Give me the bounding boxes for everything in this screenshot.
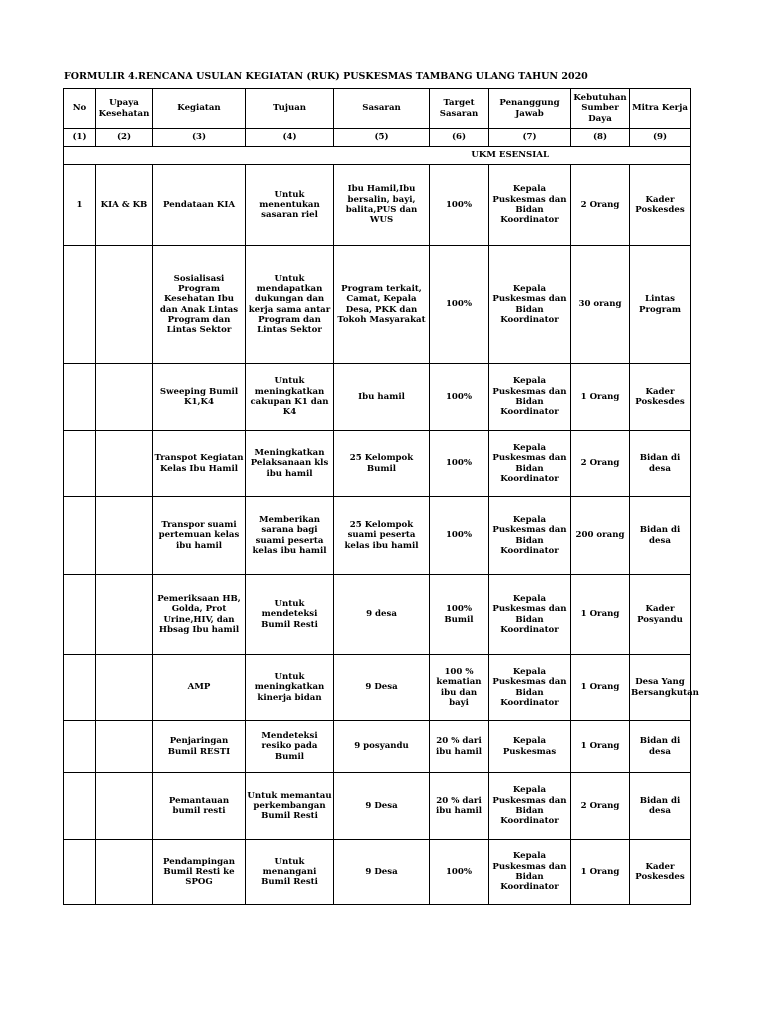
cell-mitra-kerja: Bidan di desa — [630, 497, 691, 575]
cell-tujuan: Untuk mendapatkan dukungan dan kerja sama antar Program dan Lintas Sektor — [246, 246, 334, 364]
cell-sasaran: Ibu hamil — [334, 364, 430, 431]
table-row — [64, 246, 691, 364]
cell-mitra-kerja: Bidan di desa — [630, 721, 691, 773]
header-cell: Mitra Kerja — [630, 89, 691, 129]
cell-kegiatan: Pendataan KIA — [153, 165, 246, 246]
header-cell: Kegiatan — [153, 89, 246, 129]
cell-tujuan: Untuk meningkatkan kinerja bidan — [246, 655, 334, 721]
cell-mitra-kerja: Kader Poskesdes — [630, 364, 691, 431]
cell-sasaran: 9 Desa — [334, 655, 430, 721]
cell-upaya-kesehatan — [96, 721, 153, 773]
cell-penanggung-jawab: Kepala Puskesmas — [489, 721, 571, 773]
header-number-cell: (2) — [96, 129, 153, 147]
header-row — [64, 89, 691, 129]
cell-target-sasaran: 100% — [430, 431, 489, 497]
cell-no: 1 — [64, 165, 96, 246]
table-row — [64, 165, 691, 246]
cell-sasaran: 25 Kelompok suami peserta kelas ibu hamil — [334, 497, 430, 575]
cell-penanggung-jawab: Kepala Puskesmas dan Bidan Koordinator — [489, 655, 571, 721]
cell-no — [64, 655, 96, 721]
cell-kebutuhan-sumber-daya: 2 Orang — [571, 773, 630, 840]
cell-upaya-kesehatan — [96, 364, 153, 431]
cell-no — [64, 497, 96, 575]
cell-tujuan: Untuk memantau perkembangan Bumil Resti — [246, 773, 334, 840]
cell-kegiatan: Pemeriksaan HB, Golda, Prot Urine,HIV, dan Hbsag Ibu hamil — [153, 575, 246, 655]
cell-kebutuhan-sumber-daya: 30 orang — [571, 246, 630, 364]
cell-target-sasaran: 20 % dari ibu hamil — [430, 721, 489, 773]
section-row — [64, 147, 691, 165]
cell-penanggung-jawab: Kepala Puskesmas dan Bidan Koordinator — [489, 575, 571, 655]
cell-tujuan: Untuk mendeteksi Bumil Resti — [246, 575, 334, 655]
header-cell: Target Sasaran — [430, 89, 489, 129]
cell-mitra-kerja: Bidan di desa — [630, 773, 691, 840]
cell-tujuan: Untuk menangani Bumil Resti — [246, 840, 334, 905]
cell-no — [64, 721, 96, 773]
cell-kegiatan: Pendampingan Bumil Resti ke SPOG — [153, 840, 246, 905]
cell-target-sasaran: 100% — [430, 246, 489, 364]
cell-tujuan: Untuk menentukan sasaran riel — [246, 165, 334, 246]
section-label: UKM ESENSIAL — [471, 150, 549, 161]
header-cell: No — [64, 89, 96, 129]
table-row — [64, 655, 691, 721]
cell-penanggung-jawab: Kepala Puskesmas dan Bidan Koordinator — [489, 431, 571, 497]
header-number-cell: (4) — [246, 129, 334, 147]
cell-kebutuhan-sumber-daya: 1 Orang — [571, 655, 630, 721]
cell-kebutuhan-sumber-daya: 2 Orang — [571, 165, 630, 246]
cell-kebutuhan-sumber-daya: 1 Orang — [571, 721, 630, 773]
cell-target-sasaran: 100% — [430, 497, 489, 575]
table-row — [64, 497, 691, 575]
header-number-cell: (6) — [430, 129, 489, 147]
cell-target-sasaran: 100% — [430, 165, 489, 246]
cell-kegiatan: Sosialisasi Program Kesehatan Ibu dan Anak Lintas Program dan Lintas Sektor — [153, 246, 246, 364]
cell-no — [64, 773, 96, 840]
cell-mitra-kerja: Kader Posyandu — [630, 575, 691, 655]
cell-tujuan: Mendeteksi resiko pada Bumil — [246, 721, 334, 773]
header-number-cell: (3) — [153, 129, 246, 147]
table-row — [64, 773, 691, 840]
cell-upaya-kesehatan: KIA & KB — [96, 165, 153, 246]
cell-sasaran: Ibu Hamil,Ibu bersalin, bayi, balita,PUS dan WUS — [334, 165, 430, 246]
cell-kegiatan: Sweeping Bumil K1,K4 — [153, 364, 246, 431]
cell-mitra-kerja: Lintas Program — [630, 246, 691, 364]
cell-sasaran: 9 Desa — [334, 773, 430, 840]
header-cell: Penanggung Jawab — [489, 89, 571, 129]
header-number-cell: (9) — [630, 129, 691, 147]
cell-target-sasaran: 20 % dari ibu hamil — [430, 773, 489, 840]
cell-target-sasaran: 100% Bumil — [430, 575, 489, 655]
cell-target-sasaran: 100 % kematian ibu dan bayi — [430, 655, 489, 721]
cell-target-sasaran: 100% — [430, 364, 489, 431]
section-cell — [64, 147, 691, 165]
cell-no — [64, 575, 96, 655]
table-row — [64, 840, 691, 905]
cell-kegiatan: Penjaringan Bumil RESTI — [153, 721, 246, 773]
table-row — [64, 364, 691, 431]
cell-target-sasaran: 100% — [430, 840, 489, 905]
cell-kebutuhan-sumber-daya: 200 orang — [571, 497, 630, 575]
header-cell: Kebutuhan Sumber Daya — [571, 89, 630, 129]
cell-sasaran: 25 Kelompok Bumil — [334, 431, 430, 497]
cell-no — [64, 246, 96, 364]
cell-mitra-kerja: Kader Poskesdes — [630, 165, 691, 246]
cell-tujuan: Memberikan sarana bagi suami peserta kelas ibu hamil — [246, 497, 334, 575]
cell-penanggung-jawab: Kepala Puskesmas dan Bidan Koordinator — [489, 246, 571, 364]
cell-upaya-kesehatan — [96, 840, 153, 905]
cell-kebutuhan-sumber-daya: 1 Orang — [571, 575, 630, 655]
cell-kegiatan: Pemantauan bumil resti — [153, 773, 246, 840]
header-number-cell: (7) — [489, 129, 571, 147]
cell-penanggung-jawab: Kepala Puskesmas dan Bidan Koordinator — [489, 364, 571, 431]
header-number-cell: (5) — [334, 129, 430, 147]
cell-sasaran: 9 Desa — [334, 840, 430, 905]
cell-no — [64, 431, 96, 497]
document-title: FORMULIR 4.RENCANA USULAN KEGIATAN (RUK) PUSKESMAS TAMBANG ULANG TAHUN 2020 — [64, 71, 588, 82]
header-cell: Tujuan — [246, 89, 334, 129]
cell-mitra-kerja: Kader Poskesdes — [630, 840, 691, 905]
cell-kegiatan: AMP — [153, 655, 246, 721]
cell-upaya-kesehatan — [96, 246, 153, 364]
header-cell: Upaya Kesehatan — [96, 89, 153, 129]
cell-sasaran: 9 desa — [334, 575, 430, 655]
header-number-row — [64, 129, 691, 147]
cell-upaya-kesehatan — [96, 575, 153, 655]
cell-kegiatan: Transpot Kegiatan Kelas Ibu Hamil — [153, 431, 246, 497]
cell-sasaran: 9 posyandu — [334, 721, 430, 773]
table-row — [64, 721, 691, 773]
cell-penanggung-jawab: Kepala Puskesmas dan Bidan Koordinator — [489, 840, 571, 905]
cell-kebutuhan-sumber-daya: 2 Orang — [571, 431, 630, 497]
cell-no — [64, 840, 96, 905]
cell-tujuan: Meningkatkan Pelaksanaan kls ibu hamil — [246, 431, 334, 497]
cell-penanggung-jawab: Kepala Puskesmas dan Bidan Koordinator — [489, 773, 571, 840]
cell-mitra-kerja: Desa Yang Bersangkutan — [630, 655, 691, 721]
cell-mitra-kerja: Bidan di desa — [630, 431, 691, 497]
cell-upaya-kesehatan — [96, 497, 153, 575]
table-row — [64, 575, 691, 655]
cell-upaya-kesehatan — [96, 655, 153, 721]
cell-upaya-kesehatan — [96, 431, 153, 497]
cell-no — [64, 364, 96, 431]
cell-sasaran: Program terkait, Camat, Kepala Desa, PKK dan Tokoh Masyarakat — [334, 246, 430, 364]
cell-penanggung-jawab: Kepala Puskesmas dan Bidan Koordinator — [489, 165, 571, 246]
header-number-cell: (1) — [64, 129, 96, 147]
cell-kebutuhan-sumber-daya: 1 Orang — [571, 364, 630, 431]
cell-kegiatan: Transpor suami pertemuan kelas ibu hamil — [153, 497, 246, 575]
header-cell: Sasaran — [334, 89, 430, 129]
cell-kebutuhan-sumber-daya: 1 Orang — [571, 840, 630, 905]
cell-penanggung-jawab: Kepala Puskesmas dan Bidan Koordinator — [489, 497, 571, 575]
cell-tujuan: Untuk meningkatkan cakupan K1 dan K4 — [246, 364, 334, 431]
cell-upaya-kesehatan — [96, 773, 153, 840]
ruk-table — [63, 88, 699, 905]
header-number-cell: (8) — [571, 129, 630, 147]
table-row — [64, 431, 691, 497]
